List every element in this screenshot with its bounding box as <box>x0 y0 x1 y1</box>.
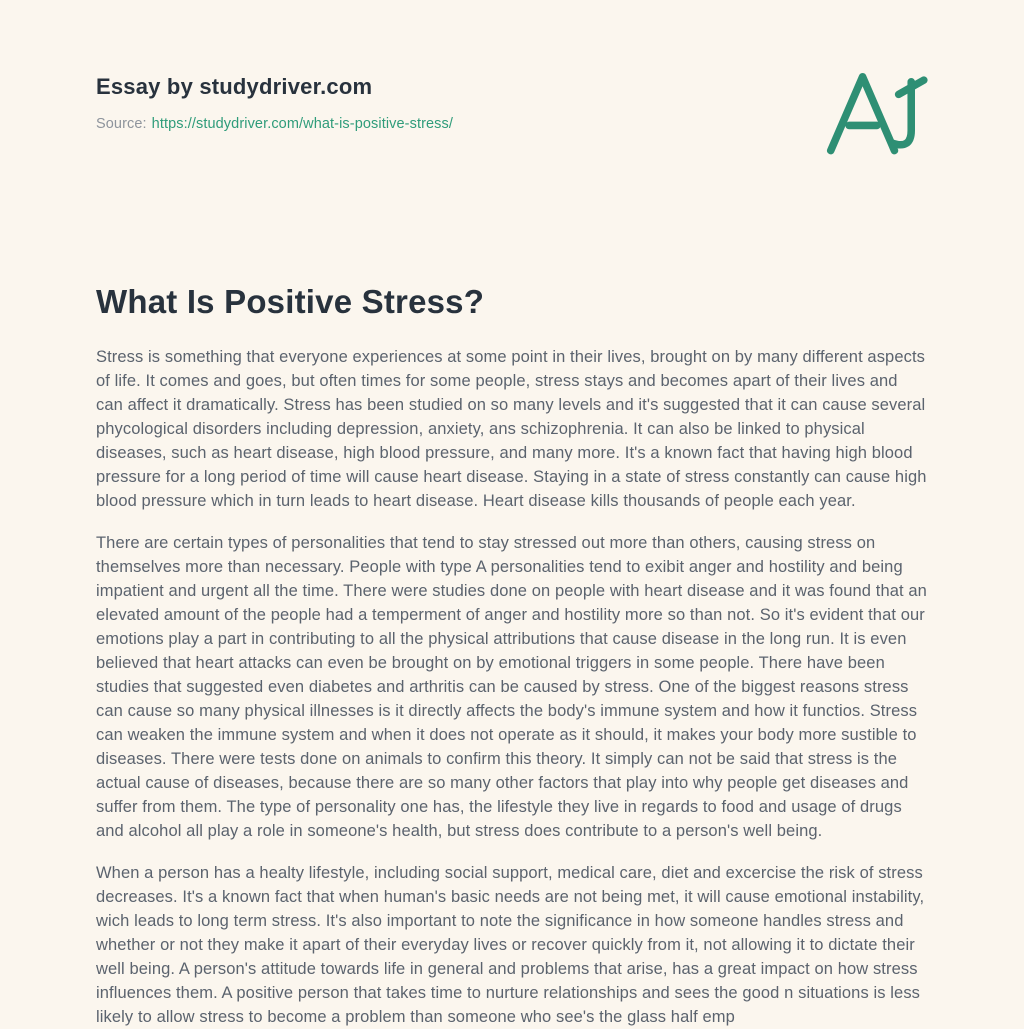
studydriver-logo <box>824 68 928 161</box>
header-text-block <box>96 74 453 132</box>
source-line <box>96 116 453 132</box>
essay-paragraph-2: There are certain types of personalities that tend to stay stressed out more than others, causing stress on themselves more than necessary. People with type A personalities tend to exibit anger and hostility and being impatient and urgent all the time. There were studies done on people with heart disease and it was found that an elevated amount of the people had a temperment of anger and hostility more so than not. So it's evident that our emotions play a part in contributing to all the physical attributions that cause disease in the long run. It is even believed that heart attacks can even be brought on by emotional triggers in some people. There have been studies that suggested even diabetes and arthritis can be caused by stress. One of the biggest reasons stress can cause so many physical illnesses is it directly affects the body's immune system and how it functios. Stress can weaken the immune system and when it does not operate as it should, it makes your body more sustible to diseases. There were tests done on animals to confirm this theory. It simply can not be said that stress is the actual cause of diseases, because there are so many other factors that play into why people get diseases and suffer from them. The type of personality one has, the lifestyle they live in regards to food and usage of drugs and alcohol all play a role in someone's health, but stress does contribute to a person's well being. <box>96 534 927 840</box>
essay-paragraph-3: When a person has a healty lifestyle, including social support, medical care, diet and excercise the risk of stress decreases. It's a known fact that when human's basic needs are not being met, it will cause emotional instability, wich leads to long term stress. It's also important to note the significance in how someone handles stress and whether or not they make it apart of their everyday lives or recover quickly from it, not allowing it to dictate their well being. A person's attitude towards life in general and problems that arise, has a great impact on how stress influences them. A positive person that takes time to nurture relationships and sees the good n situations is less likely to allow stress to become a problem than someone who see's the glass half emp <box>96 864 925 1026</box>
byline: Essay by studydriver.com <box>96 74 373 99</box>
document-header <box>96 74 928 161</box>
studydriver-logo-icon <box>824 68 928 156</box>
source-label: Source: <box>96 116 147 132</box>
essay-article <box>96 283 928 1029</box>
source-url-link[interactable]: https://studydriver.com/what-is-positive-stress/ <box>151 116 454 132</box>
essay-paragraph-1: Stress is something that everyone experiences at some point in their lives, brought on by many different aspects of life. It comes and goes, but often times for some people, stress stays and becomes apart of their lives and can affect it dramatically. Stress has been studied on so many levels and it's suggested that it can cause several phycological disorders including depression, anxiety, ans schizophrenia. It can also be linked to physical diseases, such as heart disease, high blood pressure, and many more. It's a known fact that having high blood pressure for a long period of time will cause heart disease. Staying in a state of stress constantly can cause high blood pressure which in turn leads to heart disease. Heart disease kills thousands of people each year. <box>96 348 927 510</box>
essay-title: What Is Positive Stress? <box>96 283 485 320</box>
